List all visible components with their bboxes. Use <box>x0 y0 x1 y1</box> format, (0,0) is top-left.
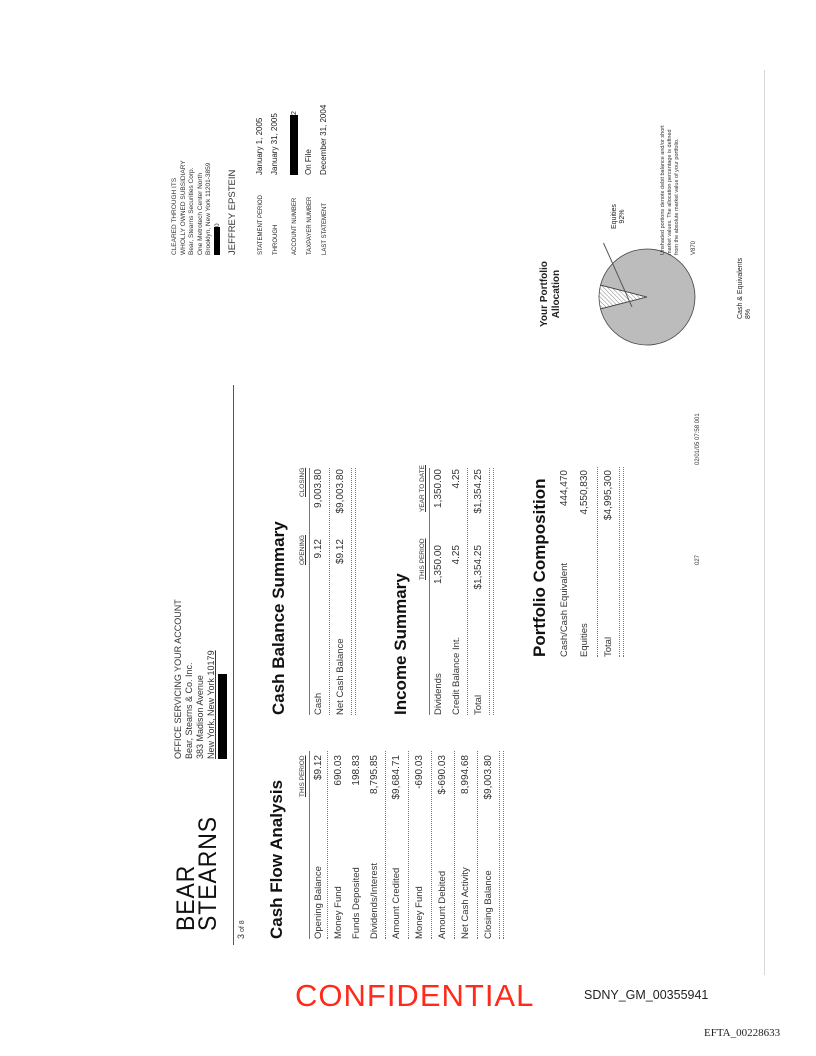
income-period: 4.25 <box>451 545 462 565</box>
portfolio-label: Total <box>603 636 614 657</box>
label: ACCOUNT NUMBER <box>292 197 298 255</box>
rule <box>309 751 310 939</box>
cash-balance-title: Cash Balance Summary <box>269 521 288 715</box>
rule <box>499 751 504 939</box>
rule <box>489 468 494 715</box>
office-line: Bear, Stearns & Co. Inc. <box>184 662 194 759</box>
income-ytd: 4.25 <box>451 469 462 489</box>
cash-balance-close: $9,003.80 <box>335 469 346 514</box>
note-line: from the absolute market value of your portfolio. <box>674 138 680 255</box>
redaction <box>218 674 227 759</box>
cash-flow-label: Closing Balance <box>483 870 494 939</box>
cash-slice-label <box>737 258 753 319</box>
cash-flow-label: Amount Debited <box>437 870 448 939</box>
value: January 31, 2005 <box>270 113 279 175</box>
last-statement-row <box>317 105 332 255</box>
pie-pct-equities: 92% <box>619 209 626 224</box>
income-label: Credit Balance Int. <box>451 636 462 715</box>
page-num: 3 <box>236 933 246 939</box>
confidential-stamp: CONFIDENTIAL <box>295 978 535 1013</box>
rule <box>619 467 624 657</box>
rule <box>477 751 478 939</box>
cash-flow-label: Net Cash Activity <box>460 867 471 939</box>
col-year-to-date: YEAR TO DATE <box>419 465 426 512</box>
office-address <box>173 599 228 759</box>
cash-flow-value: $-690.03 <box>437 755 448 795</box>
cash-flow-value: 8,795.85 <box>369 755 380 794</box>
rule <box>429 468 430 715</box>
bates-number: SDNY_GM_00355941 <box>584 988 709 1002</box>
portfolio-value: 4,550,830 <box>579 470 590 515</box>
cash-balance-close: 9,003.80 <box>313 469 324 508</box>
redaction <box>290 115 298 175</box>
cash-flow-value: $9,684.71 <box>391 755 402 800</box>
cash-flow-value: 8,994.68 <box>460 755 471 794</box>
portfolio-title: Portfolio Composition <box>530 478 549 657</box>
office-line-city <box>206 599 217 759</box>
cash-flow-label: Money Fund <box>333 886 344 939</box>
redacted-line <box>217 599 228 759</box>
income-label: Dividends <box>433 673 444 715</box>
client-name: JEFFREY EPSTEIN <box>227 169 238 255</box>
pie-label-cash: Cash & Equivalents <box>737 257 744 319</box>
efta-number: EFTA_00228633 <box>704 1027 781 1039</box>
portfolio-value: 444,470 <box>559 470 570 507</box>
office-city: New York, New York 10179 <box>206 650 216 759</box>
col-opening: OPENING <box>299 535 306 565</box>
through-row <box>268 105 283 255</box>
rule <box>467 468 468 715</box>
value: On File <box>304 149 313 175</box>
cash-balance-label: Net Cash Balance <box>335 638 346 715</box>
clearing-line: CLEARED THROUGH ITS <box>171 177 178 255</box>
cash-balance-label: Cash <box>313 692 324 715</box>
income-period: $1,354.25 <box>473 545 484 590</box>
label: LAST STATEMENT <box>322 202 328 255</box>
clearing-redacted <box>214 160 223 255</box>
rule <box>329 468 330 715</box>
rule <box>454 751 455 939</box>
cash-flow-value: -690.03 <box>414 755 425 789</box>
allocation-code: V870 <box>691 240 697 255</box>
allocation-title-2: Allocation <box>551 269 562 319</box>
logo-line2: STEARNS <box>194 815 222 931</box>
pie-pct-cash: 8% <box>745 308 752 319</box>
portfolio-label: Cash/Cash Equivalent <box>559 563 570 657</box>
income-ytd: $1,354.25 <box>473 469 484 514</box>
statement-page <box>155 55 755 945</box>
allocation-note <box>660 125 681 255</box>
portfolio-value: $4,995,300 <box>603 470 614 521</box>
allocation-pie-chart <box>567 245 727 349</box>
statement-info <box>253 105 332 255</box>
page-of: of 8 <box>239 920 246 933</box>
logo-line1: BEAR <box>172 864 200 931</box>
rule <box>309 468 310 715</box>
label: STATEMENT PERIOD <box>258 194 264 255</box>
portfolio-label: Equities <box>579 623 590 657</box>
rule <box>597 467 598 657</box>
income-title: Income Summary <box>391 573 410 715</box>
cash-flow-value: 690.03 <box>333 755 344 786</box>
account-row <box>288 105 302 255</box>
cash-flow-label: Money Fund <box>414 886 425 939</box>
clearing-line: WHOLLY OWNED SUBSIDIARY <box>179 160 187 255</box>
scan-edge <box>764 70 765 975</box>
cash-balance-open: $9.12 <box>335 539 346 565</box>
clearing-line: Brooklyn, New York 11201-3859 <box>205 162 212 255</box>
label: TAXPAYER NUMBER <box>307 196 313 255</box>
cash-flow-value: 198.83 <box>351 755 362 786</box>
cash-flow-label: Opening Balance <box>313 866 324 939</box>
bear-stearns-logo <box>172 815 222 931</box>
cash-flow-label: Funds Deposited <box>351 867 362 939</box>
cash-flow-value: $9.12 <box>313 755 324 781</box>
cash-flow-label: Amount Credited <box>391 867 402 939</box>
label: THROUGH <box>273 224 279 255</box>
footer-timestamp: 02/01/05 07:58 001 <box>695 413 701 465</box>
value: 2 <box>291 111 298 115</box>
col-this-period: THIS PERIOD <box>419 538 426 580</box>
income-ytd: 1,350.00 <box>433 469 444 508</box>
cash-flow-col-header: THIS PERIOD <box>299 755 306 797</box>
value: December 31, 2004 <box>319 104 328 175</box>
cash-flow-label: Dividends/Interest <box>369 862 380 939</box>
office-line: OFFICE SERVICING YOUR ACCOUNT <box>173 599 183 759</box>
value: January 1, 2005 <box>255 117 264 175</box>
rule <box>408 751 409 939</box>
cash-flow-title: Cash Flow Analysis <box>267 779 286 939</box>
income-label: Total <box>473 694 484 715</box>
page-number <box>237 920 247 939</box>
statement-period-row <box>253 105 268 255</box>
clearing-trailing: 0 <box>213 223 221 227</box>
note-line: market values. The allocation percentage is defined <box>667 129 673 255</box>
rule <box>385 751 386 939</box>
clearing-line: One Metrotech Center North <box>196 172 204 255</box>
income-period: 1,350.00 <box>433 545 444 584</box>
note-line: Unshaded portions denote debit balance and/or short <box>660 125 666 255</box>
pie-label-equities: Equities <box>611 204 618 229</box>
allocation-title <box>539 261 563 327</box>
rule <box>431 751 432 939</box>
clearing-info <box>171 160 222 255</box>
redaction <box>214 227 220 255</box>
clearing-line: Bear, Stearns Securities Corp. <box>188 167 195 255</box>
header-rule <box>233 385 234 945</box>
col-closing: CLOSING <box>299 467 306 497</box>
taxpayer-row <box>302 105 317 255</box>
rule <box>327 751 328 939</box>
equities-slice-label <box>611 204 627 229</box>
footer-seq: 027 <box>695 554 701 565</box>
office-line: 383 Madison Avenue <box>195 675 205 759</box>
rule <box>351 468 356 715</box>
cash-flow-value: $9,003.80 <box>483 755 494 800</box>
allocation-title-1: Your Portfolio <box>539 261 550 327</box>
cash-balance-open: 9.12 <box>313 539 324 559</box>
